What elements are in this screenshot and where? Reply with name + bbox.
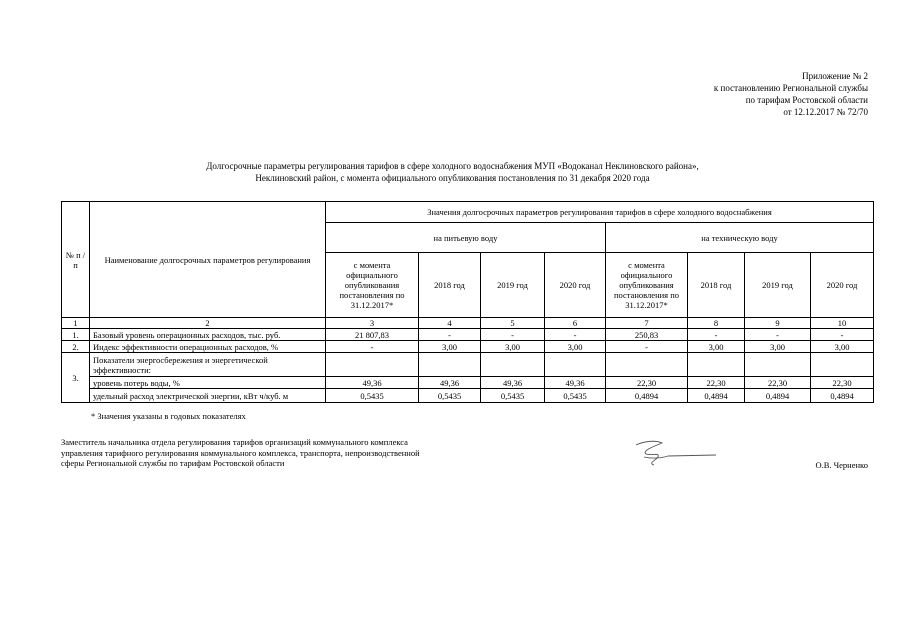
signer-line-3: сферы Региональной службы по тарифам Ростовской области	[61, 458, 285, 468]
row-heading: Показатели энергосбережения и энергетической эффективности:	[90, 353, 326, 377]
appendix-line-1: Приложение № 2	[802, 71, 868, 81]
row-value: 3,00	[545, 341, 606, 353]
column-numbers-row	[62, 318, 874, 329]
document-title	[0, 160, 905, 184]
empty-cell	[481, 353, 545, 377]
row-value: 3,00	[481, 341, 545, 353]
row-value: -	[745, 329, 811, 341]
header-2018-technical: 2018 год	[688, 253, 745, 318]
row-value: 3,00	[745, 341, 811, 353]
row-num: 2.	[62, 341, 90, 353]
row-name: удельный расход электрической энергии, кВт ч/куб. м	[90, 389, 326, 403]
header-2020-drinking: 2020 год	[545, 253, 606, 318]
col-number: 4	[419, 318, 481, 329]
signer-line-1: Заместитель начальника отдела регулирования тарифов организаций коммунального комплекса	[61, 437, 408, 447]
header-num: № п /п	[62, 202, 90, 318]
row-value: -	[545, 329, 606, 341]
empty-cell	[326, 353, 419, 377]
col-number: 7	[606, 318, 688, 329]
col-number: 6	[545, 318, 606, 329]
empty-cell	[745, 353, 811, 377]
header-from-publication-technical: с момента официального опубликования постановления по 31.12.2017*	[606, 253, 688, 318]
header-from-publication-drinking: с момента официального опубликования постановления по 31.12.2017*	[326, 253, 419, 318]
header-technical-water: на техническую воду	[606, 223, 874, 253]
header-2018-drinking: 2018 год	[419, 253, 481, 318]
row-value: -	[688, 329, 745, 341]
row-value: 22,30	[811, 377, 874, 389]
empty-cell	[419, 353, 481, 377]
col-number: 3	[326, 318, 419, 329]
row-num: 1.	[62, 329, 90, 341]
col-number: 1	[62, 318, 90, 329]
col-number: 5	[481, 318, 545, 329]
row-value: 0,5435	[419, 389, 481, 403]
col-number: 10	[811, 318, 874, 329]
title-line-2: Неклиновский район, с момента официального опубликования постановления по 31 декабря 2020 года	[255, 173, 650, 183]
header-values-title: Значения долгосрочных параметров регулирования тарифов в сфере холодного водоснабжения	[326, 202, 874, 223]
row-name: Индекс эффективности операционных расходов, %	[90, 341, 326, 353]
header-2020-technical: 2020 год	[811, 253, 874, 318]
row-value: 49,36	[326, 377, 419, 389]
row-value: 49,36	[481, 377, 545, 389]
footnote: * Значения указаны в годовых показателях	[91, 411, 246, 421]
appendix-line-4: от 12.12.2017 № 72/70	[783, 107, 868, 117]
row-value: 0,4894	[688, 389, 745, 403]
row-value: 250,83	[606, 329, 688, 341]
appendix-header	[568, 70, 868, 118]
empty-cell	[811, 353, 874, 377]
row-value: 22,30	[745, 377, 811, 389]
row-value: 0,5435	[326, 389, 419, 403]
appendix-line-2: к постановлению Региональной службы	[713, 83, 868, 93]
col-number: 8	[688, 318, 745, 329]
row-value: 22,30	[606, 377, 688, 389]
row-value: 49,36	[545, 377, 606, 389]
row-num: 3.	[62, 353, 90, 403]
table-row	[62, 329, 874, 341]
row-value: -	[606, 341, 688, 353]
table-row	[62, 341, 874, 353]
header-name: Наименование долгосрочных параметров регулирования	[90, 202, 326, 318]
signer-position	[61, 437, 420, 469]
row-value: 3,00	[688, 341, 745, 353]
row-value: -	[481, 329, 545, 341]
header-drinking-water: на питьевую воду	[326, 223, 606, 253]
table-row	[62, 377, 874, 389]
empty-cell	[545, 353, 606, 377]
row-value: 22,30	[688, 377, 745, 389]
header-2019-drinking: 2019 год	[481, 253, 545, 318]
row-value: 3,00	[811, 341, 874, 353]
row-value: 3,00	[419, 341, 481, 353]
row-value: 49,36	[419, 377, 481, 389]
row-value: 0,4894	[811, 389, 874, 403]
col-number: 9	[745, 318, 811, 329]
row-value: 21 807,83	[326, 329, 419, 341]
appendix-line-3: по тарифам Ростовской области	[745, 95, 868, 105]
row-value: 0,4894	[606, 389, 688, 403]
signer-line-2: управления тарифного регулирования коммунального комплекса, транспорта, непроизводственной	[61, 447, 420, 458]
row-value: 0,5435	[545, 389, 606, 403]
header-2019-technical: 2019 год	[745, 253, 811, 318]
table-row	[62, 353, 874, 377]
row-name: уровень потерь воды, %	[90, 377, 326, 389]
row-value: -	[811, 329, 874, 341]
title-line-1: Долгосрочные параметры регулирования тарифов в сфере холодного водоснабжения МУП «Водоканал Неклиновского района»,	[206, 161, 699, 171]
row-value: 0,5435	[481, 389, 545, 403]
signer-name: О.В. Черненко	[815, 460, 868, 470]
row-name: Базовый уровень операционных расходов, тыс. руб.	[90, 329, 326, 341]
row-value: -	[326, 341, 419, 353]
handwritten-signature	[630, 435, 720, 470]
empty-cell	[606, 353, 688, 377]
row-value: 0,4894	[745, 389, 811, 403]
table-row	[62, 389, 874, 403]
col-number: 2	[90, 318, 326, 329]
empty-cell	[688, 353, 745, 377]
parameters-table	[61, 201, 874, 403]
row-value: -	[419, 329, 481, 341]
